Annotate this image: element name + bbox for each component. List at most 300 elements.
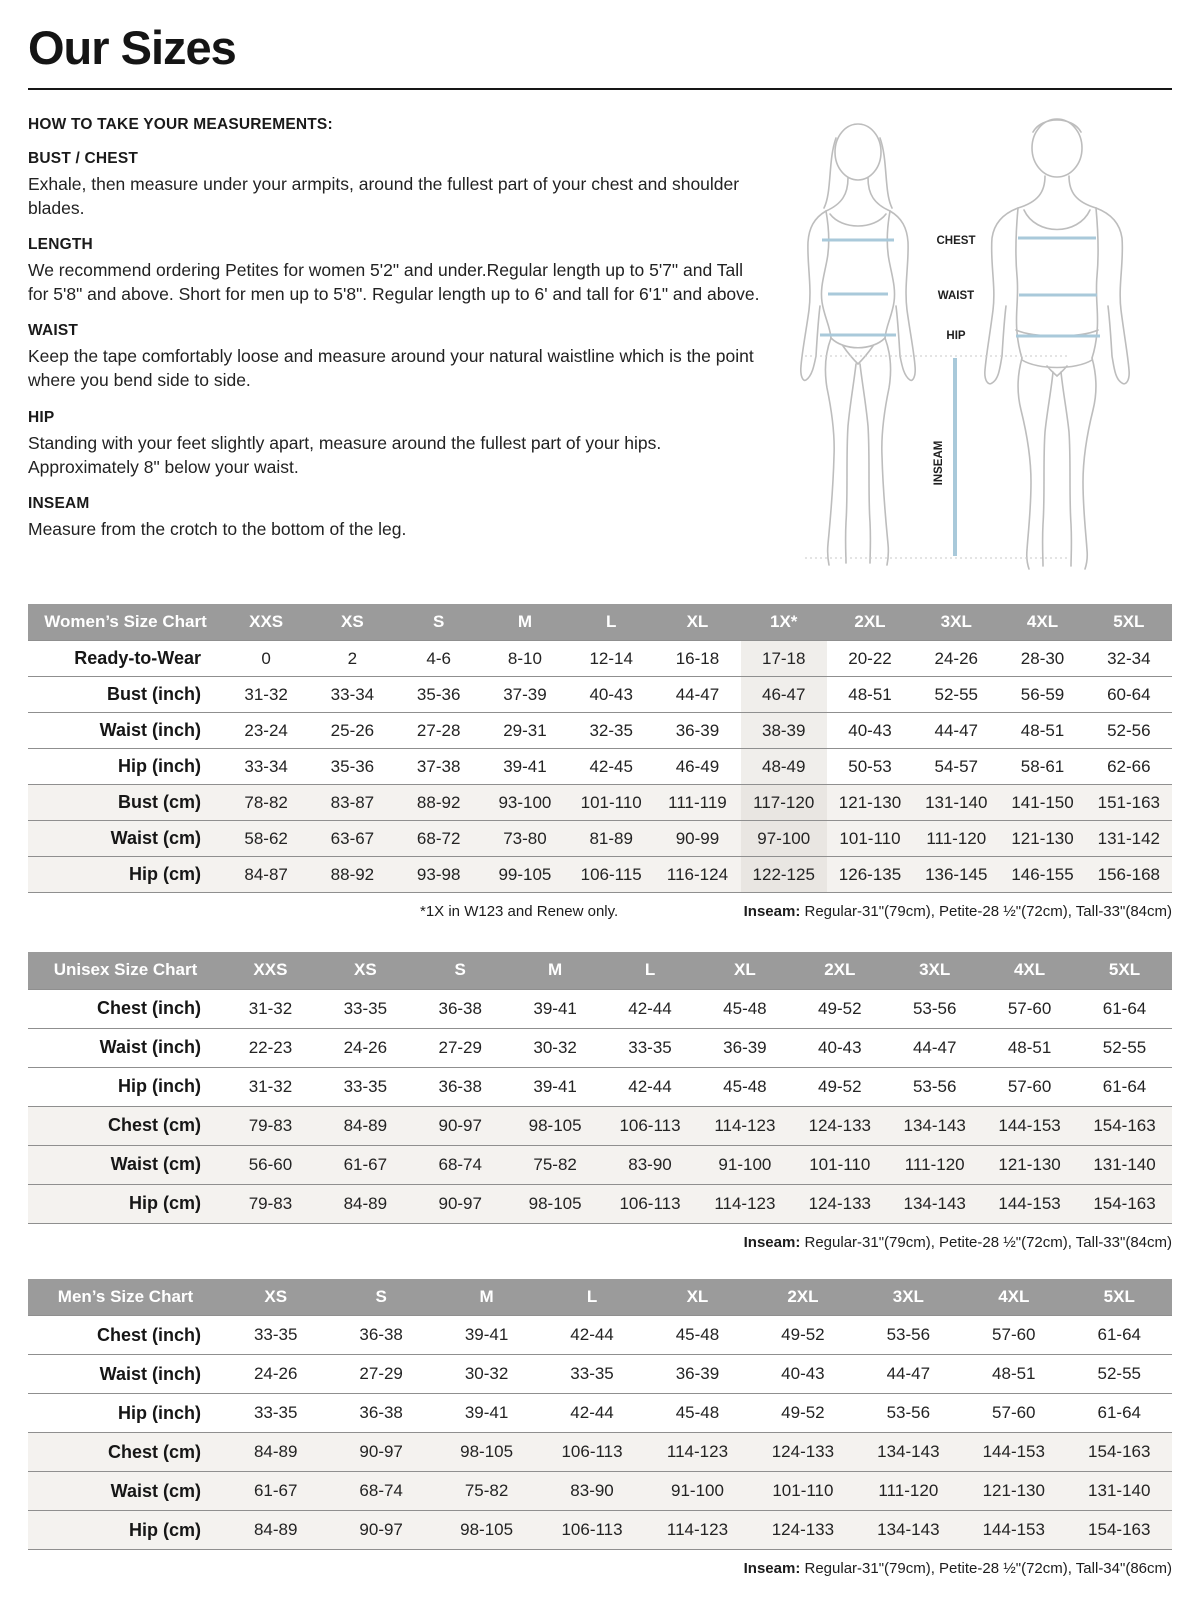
size-column-header: S (396, 604, 482, 641)
female-figure-outline (801, 124, 915, 565)
size-value-cell: 42-44 (603, 989, 698, 1028)
size-value-cell: 37-38 (396, 749, 482, 785)
size-value-cell: 106-115 (568, 857, 654, 893)
size-value-cell: 52-55 (1077, 1028, 1172, 1067)
size-value-cell: 124-133 (750, 1433, 855, 1472)
size-value-cell: 35-36 (396, 677, 482, 713)
size-value-cell: 73-80 (482, 821, 568, 857)
size-value-cell: 90-97 (328, 1511, 433, 1550)
guide-section-waist (28, 322, 770, 392)
table-footnotes (28, 1560, 1172, 1577)
size-value-cell: 114-123 (645, 1433, 750, 1472)
size-value-cell: 144-153 (961, 1511, 1066, 1550)
size-value-cell: 31-32 (223, 989, 318, 1028)
size-value-cell: 101-110 (750, 1472, 855, 1511)
size-value-cell: 106-113 (539, 1511, 644, 1550)
table-row (28, 1472, 1172, 1511)
size-value-cell: 111-120 (913, 821, 999, 857)
row-label-cell: Hip (inch) (28, 749, 223, 785)
table-row (28, 785, 1172, 821)
size-value-cell: 33-35 (223, 1316, 328, 1355)
size-value-cell: 53-56 (856, 1316, 961, 1355)
size-column-header: 1X* (741, 604, 827, 641)
size-value-cell: 97-100 (741, 821, 827, 857)
size-value-cell: 134-143 (856, 1511, 961, 1550)
table-row (28, 1394, 1172, 1433)
size-value-cell: 83-90 (603, 1145, 698, 1184)
size-column-header: XL (645, 1279, 750, 1316)
size-value-cell: 57-60 (961, 1394, 1066, 1433)
size-value-cell: 30-32 (508, 1028, 603, 1067)
size-value-cell: 36-39 (697, 1028, 792, 1067)
table-title-cell: Women’s Size Chart (28, 604, 223, 641)
size-value-cell: 88-92 (309, 857, 395, 893)
size-value-cell: 78-82 (223, 785, 309, 821)
size-column-header: 5XL (1086, 604, 1172, 641)
size-value-cell: 84-87 (223, 857, 309, 893)
size-value-cell: 31-32 (223, 1067, 318, 1106)
inseam-label: INSEAM (933, 440, 945, 486)
size-value-cell: 68-74 (328, 1472, 433, 1511)
size-value-cell: 57-60 (961, 1316, 1066, 1355)
size-column-header: 4XL (982, 952, 1077, 989)
size-value-cell: 35-36 (309, 749, 395, 785)
size-value-cell: 40-43 (568, 677, 654, 713)
size-value-cell: 33-35 (318, 989, 413, 1028)
size-value-cell: 39-41 (482, 749, 568, 785)
male-figure-outline (985, 119, 1129, 569)
size-value-cell: 27-28 (396, 713, 482, 749)
guide-section-title: BUST / CHEST (28, 149, 139, 167)
size-value-cell: 56-60 (223, 1145, 318, 1184)
size-value-cell: 122-125 (741, 857, 827, 893)
page-title: Our Sizes (28, 21, 236, 74)
size-value-cell: 90-97 (413, 1184, 508, 1223)
size-column-header: S (413, 952, 508, 989)
guide-section-body: Measure from the crotch to the bottom of the leg. (28, 518, 407, 539)
size-value-cell: 156-168 (1086, 857, 1172, 893)
size-value-cell: 17-18 (741, 641, 827, 677)
size-value-cell: 90-97 (328, 1433, 433, 1472)
size-value-cell: 154-163 (1067, 1433, 1173, 1472)
guide-section-bust-chest (28, 150, 770, 220)
size-value-cell: 114-123 (645, 1511, 750, 1550)
unisex-size-chart-section (28, 952, 1172, 1251)
size-value-cell: 46-49 (654, 749, 740, 785)
table-row (28, 1028, 1172, 1067)
size-value-cell: 22-23 (223, 1028, 318, 1067)
size-value-cell: 131-140 (913, 785, 999, 821)
size-column-header: L (568, 604, 654, 641)
size-value-cell: 98-105 (508, 1106, 603, 1145)
size-value-cell: 42-44 (603, 1067, 698, 1106)
size-value-cell: 24-26 (913, 641, 999, 677)
size-value-cell: 83-87 (309, 785, 395, 821)
size-value-cell: 31-32 (223, 677, 309, 713)
row-label-cell: Hip (cm) (28, 857, 223, 893)
size-value-cell: 79-83 (223, 1184, 318, 1223)
mens-size-chart (28, 1279, 1172, 1551)
measurement-diagram (770, 108, 1172, 578)
table-row (28, 641, 1172, 677)
size-column-header: XS (309, 604, 395, 641)
size-value-cell: 2 (309, 641, 395, 677)
size-value-cell: 124-133 (750, 1511, 855, 1550)
size-value-cell: 151-163 (1086, 785, 1172, 821)
size-value-cell: 33-35 (223, 1394, 328, 1433)
size-value-cell: 68-72 (396, 821, 482, 857)
row-label-cell: Ready-to-Wear (28, 641, 223, 677)
size-value-cell: 91-100 (645, 1472, 750, 1511)
guide-section-length (28, 236, 770, 306)
size-value-cell: 124-133 (792, 1184, 887, 1223)
header-row (28, 952, 1172, 989)
size-value-cell: 88-92 (396, 785, 482, 821)
size-value-cell: 25-26 (309, 713, 395, 749)
table-row (28, 1316, 1172, 1355)
size-value-cell: 48-49 (741, 749, 827, 785)
size-column-header: L (603, 952, 698, 989)
size-column-header: XS (223, 1279, 328, 1316)
table-row (28, 1433, 1172, 1472)
size-value-cell: 144-153 (982, 1184, 1077, 1223)
size-value-cell: 126-135 (827, 857, 913, 893)
size-value-cell: 121-130 (982, 1145, 1077, 1184)
size-value-cell: 84-89 (223, 1433, 328, 1472)
size-value-cell: 44-47 (654, 677, 740, 713)
table-title-cell: Unisex Size Chart (28, 952, 223, 989)
size-value-cell: 116-124 (654, 857, 740, 893)
size-value-cell: 36-38 (413, 989, 508, 1028)
size-value-cell: 40-43 (827, 713, 913, 749)
size-column-header: 2XL (792, 952, 887, 989)
header-row (28, 1279, 1172, 1316)
table-row (28, 1145, 1172, 1184)
size-column-header: 3XL (887, 952, 982, 989)
size-value-cell: 101-110 (568, 785, 654, 821)
size-value-cell: 27-29 (413, 1028, 508, 1067)
size-value-cell: 32-34 (1086, 641, 1172, 677)
size-value-cell: 49-52 (792, 989, 887, 1028)
row-label-cell: Waist (inch) (28, 1355, 223, 1394)
table-row (28, 1184, 1172, 1223)
size-value-cell: 20-22 (827, 641, 913, 677)
guide-section-title: HIP (28, 408, 55, 426)
row-label-cell: Chest (inch) (28, 1316, 223, 1355)
size-value-cell: 49-52 (750, 1394, 855, 1433)
waist-label: WAIST (937, 289, 975, 302)
size-value-cell: 58-61 (999, 749, 1085, 785)
row-label-cell: Chest (cm) (28, 1106, 223, 1145)
size-column-header: 2XL (827, 604, 913, 641)
size-value-cell: 33-35 (318, 1067, 413, 1106)
size-value-cell: 144-153 (982, 1106, 1077, 1145)
size-column-header: XXS (223, 604, 309, 641)
table-footnote: Inseam: Regular-31"(79cm), Petite-28 ½"(72cm), Tall-33"(84cm) (743, 903, 1172, 921)
size-value-cell: 12-14 (568, 641, 654, 677)
table-row (28, 1106, 1172, 1145)
size-value-cell: 106-113 (539, 1433, 644, 1472)
size-value-cell: 56-59 (999, 677, 1085, 713)
measurements-section (28, 108, 1172, 578)
size-value-cell: 111-120 (887, 1145, 982, 1184)
size-column-header: 4XL (999, 604, 1085, 641)
size-value-cell: 83-90 (539, 1472, 644, 1511)
table-row (28, 1355, 1172, 1394)
size-value-cell: 37-39 (482, 677, 568, 713)
size-value-cell: 141-150 (999, 785, 1085, 821)
size-value-cell: 154-163 (1077, 1106, 1172, 1145)
size-value-cell: 4-6 (396, 641, 482, 677)
size-value-cell: 32-35 (568, 713, 654, 749)
size-value-cell: 27-29 (328, 1355, 433, 1394)
size-value-cell: 79-83 (223, 1106, 318, 1145)
body-measurement-figure (770, 108, 1172, 578)
size-value-cell: 124-133 (792, 1106, 887, 1145)
row-label-cell: Bust (inch) (28, 677, 223, 713)
size-value-cell: 61-64 (1067, 1316, 1173, 1355)
size-value-cell: 144-153 (961, 1433, 1066, 1472)
table-footnotes (28, 903, 1172, 920)
size-value-cell: 39-41 (434, 1316, 539, 1355)
size-value-cell: 49-52 (750, 1316, 855, 1355)
table-row (28, 989, 1172, 1028)
table-row (28, 749, 1172, 785)
size-value-cell: 40-43 (792, 1028, 887, 1067)
guide-section-body: We recommend ordering Petites for women 5'2" and under.Regular length up to 5'7" and Tall for 5'8" and above. Short for men up to 5'8". Regular length up to 6' and tall for 6'1" and above. (28, 259, 760, 305)
size-value-cell: 93-100 (482, 785, 568, 821)
size-value-cell: 106-113 (603, 1184, 698, 1223)
size-value-cell: 134-143 (887, 1106, 982, 1145)
row-label-cell: Chest (inch) (28, 989, 223, 1028)
size-value-cell: 39-41 (434, 1394, 539, 1433)
row-label-cell: Chest (cm) (28, 1433, 223, 1472)
size-value-cell: 101-110 (827, 821, 913, 857)
size-value-cell: 75-82 (508, 1145, 603, 1184)
size-column-header: 2XL (750, 1279, 855, 1316)
size-value-cell: 136-145 (913, 857, 999, 893)
size-value-cell: 38-39 (741, 713, 827, 749)
size-column-header: M (508, 952, 603, 989)
size-value-cell: 52-55 (1067, 1355, 1173, 1394)
size-column-header: 5XL (1067, 1279, 1173, 1316)
guide-heading: HOW TO TAKE YOUR MEASUREMENTS: (28, 115, 333, 133)
womens-size-chart (28, 604, 1172, 894)
size-value-cell: 84-89 (318, 1184, 413, 1223)
size-value-cell: 53-56 (887, 989, 982, 1028)
size-column-header: L (539, 1279, 644, 1316)
table-footnote: Inseam: Regular-31"(79cm), Petite-28 ½"(72cm), Tall-34"(86cm) (743, 1560, 1172, 1578)
row-label-cell: Waist (cm) (28, 1145, 223, 1184)
size-value-cell: 49-52 (792, 1067, 887, 1106)
size-value-cell: 84-89 (318, 1106, 413, 1145)
size-value-cell: 68-74 (413, 1145, 508, 1184)
size-value-cell: 33-34 (223, 749, 309, 785)
size-value-cell: 39-41 (508, 1067, 603, 1106)
size-value-cell: 24-26 (223, 1355, 328, 1394)
chest-label: CHEST (936, 234, 976, 247)
size-value-cell: 121-130 (999, 821, 1085, 857)
size-value-cell: 48-51 (982, 1028, 1077, 1067)
size-value-cell: 45-48 (697, 1067, 792, 1106)
size-value-cell: 114-123 (697, 1184, 792, 1223)
size-value-cell: 121-130 (961, 1472, 1066, 1511)
size-value-cell: 134-143 (887, 1184, 982, 1223)
table-row (28, 677, 1172, 713)
table-row (28, 857, 1172, 893)
size-value-cell: 53-56 (856, 1394, 961, 1433)
guide-section-body: Keep the tape comfortably loose and measure around your natural waistline which is the point where you bend side to side. (28, 346, 754, 391)
guide-section-inseam (28, 495, 770, 541)
size-value-cell: 30-32 (434, 1355, 539, 1394)
measurement-instructions (28, 108, 770, 557)
womens-size-chart-section (28, 604, 1172, 921)
size-value-cell: 33-35 (603, 1028, 698, 1067)
size-value-cell: 36-39 (654, 713, 740, 749)
size-value-cell: 61-67 (318, 1145, 413, 1184)
size-value-cell: 48-51 (961, 1355, 1066, 1394)
size-value-cell: 90-99 (654, 821, 740, 857)
size-value-cell: 121-130 (827, 785, 913, 821)
guide-section-body: Standing with your feet slightly apart, measure around the fullest part of your hips. Approximately 8" below your waist. (28, 432, 662, 477)
size-value-cell: 61-64 (1067, 1394, 1173, 1433)
size-value-cell: 44-47 (856, 1355, 961, 1394)
size-value-cell: 154-163 (1067, 1511, 1173, 1550)
size-value-cell: 61-67 (223, 1472, 328, 1511)
hip-label: HIP (946, 329, 966, 342)
row-label-cell: Waist (inch) (28, 1028, 223, 1067)
guide-section-title: INSEAM (28, 494, 90, 512)
size-value-cell: 111-119 (654, 785, 740, 821)
size-column-header: S (328, 1279, 433, 1316)
size-value-cell: 23-24 (223, 713, 309, 749)
size-value-cell: 52-56 (1086, 713, 1172, 749)
size-value-cell: 39-41 (508, 989, 603, 1028)
size-value-cell: 36-38 (328, 1394, 433, 1433)
size-value-cell: 45-48 (697, 989, 792, 1028)
size-value-cell: 29-31 (482, 713, 568, 749)
size-column-header: 4XL (961, 1279, 1066, 1316)
size-value-cell: 114-123 (697, 1106, 792, 1145)
size-value-cell: 54-57 (913, 749, 999, 785)
table-row (28, 713, 1172, 749)
table-row (28, 821, 1172, 857)
size-value-cell: 98-105 (434, 1511, 539, 1550)
size-value-cell: 61-64 (1077, 989, 1172, 1028)
size-value-cell: 84-89 (223, 1511, 328, 1550)
table-footnote: *1X in W123 and Renew only. (420, 903, 619, 921)
size-value-cell: 81-89 (568, 821, 654, 857)
size-column-header: XS (318, 952, 413, 989)
size-value-cell: 52-55 (913, 677, 999, 713)
size-value-cell: 36-38 (328, 1316, 433, 1355)
table-title-cell: Men’s Size Chart (28, 1279, 223, 1316)
size-column-header: M (482, 604, 568, 641)
size-value-cell: 16-18 (654, 641, 740, 677)
size-value-cell: 8-10 (482, 641, 568, 677)
guide-section-body: Exhale, then measure under your armpits, around the fullest part of your chest and shoulder blades. (28, 173, 740, 218)
size-value-cell: 40-43 (750, 1355, 855, 1394)
footnote-label: Inseam: (743, 1233, 801, 1251)
size-value-cell: 117-120 (741, 785, 827, 821)
size-value-cell: 24-26 (318, 1028, 413, 1067)
size-value-cell: 57-60 (982, 989, 1077, 1028)
size-value-cell: 101-110 (792, 1145, 887, 1184)
size-value-cell: 36-39 (645, 1355, 750, 1394)
size-value-cell: 106-113 (603, 1106, 698, 1145)
size-value-cell: 53-56 (887, 1067, 982, 1106)
size-value-cell: 111-120 (856, 1472, 961, 1511)
size-column-header: 3XL (856, 1279, 961, 1316)
row-label-cell: Waist (cm) (28, 821, 223, 857)
size-value-cell: 131-142 (1086, 821, 1172, 857)
row-label-cell: Waist (cm) (28, 1472, 223, 1511)
guide-section-hip (28, 409, 770, 479)
size-value-cell: 45-48 (645, 1394, 750, 1433)
footnote-label: Inseam: (743, 903, 801, 921)
size-value-cell: 42-44 (539, 1394, 644, 1433)
size-value-cell: 134-143 (856, 1433, 961, 1472)
size-value-cell: 50-53 (827, 749, 913, 785)
size-value-cell: 62-66 (1086, 749, 1172, 785)
row-label-cell: Hip (cm) (28, 1511, 223, 1550)
row-label-cell: Waist (inch) (28, 713, 223, 749)
size-value-cell: 36-38 (413, 1067, 508, 1106)
guide-section-title: WAIST (28, 322, 79, 340)
row-label-cell: Bust (cm) (28, 785, 223, 821)
size-column-header: XL (697, 952, 792, 989)
size-column-header: XXS (223, 952, 318, 989)
size-value-cell: 93-98 (396, 857, 482, 893)
size-value-cell: 48-51 (999, 713, 1085, 749)
size-column-header: 3XL (913, 604, 999, 641)
footnote-label: Inseam: (743, 1560, 801, 1578)
size-value-cell: 146-155 (999, 857, 1085, 893)
size-value-cell: 57-60 (982, 1067, 1077, 1106)
size-value-cell: 131-140 (1067, 1472, 1173, 1511)
size-value-cell: 45-48 (645, 1316, 750, 1355)
size-value-cell: 28-30 (999, 641, 1085, 677)
size-value-cell: 48-51 (827, 677, 913, 713)
row-label-cell: Hip (inch) (28, 1394, 223, 1433)
size-value-cell: 90-97 (413, 1106, 508, 1145)
title-divider (28, 88, 1172, 90)
size-value-cell: 46-47 (741, 677, 827, 713)
header-row (28, 604, 1172, 641)
size-column-header: XL (654, 604, 740, 641)
guide-section-title: LENGTH (28, 235, 93, 253)
size-column-header: M (434, 1279, 539, 1316)
size-value-cell: 99-105 (482, 857, 568, 893)
size-value-cell: 131-140 (1077, 1145, 1172, 1184)
table-row (28, 1067, 1172, 1106)
size-value-cell: 98-105 (508, 1184, 603, 1223)
size-value-cell: 63-67 (309, 821, 395, 857)
size-value-cell: 154-163 (1077, 1184, 1172, 1223)
size-value-cell: 42-44 (539, 1316, 644, 1355)
table-row (28, 1511, 1172, 1550)
row-label-cell: Hip (inch) (28, 1067, 223, 1106)
size-value-cell: 75-82 (434, 1472, 539, 1511)
size-value-cell: 42-45 (568, 749, 654, 785)
size-value-cell: 44-47 (913, 713, 999, 749)
table-footnotes (28, 1234, 1172, 1251)
table-footnote: Inseam: Regular-31"(79cm), Petite-28 ½"(72cm), Tall-33"(84cm) (743, 1233, 1172, 1251)
size-value-cell: 60-64 (1086, 677, 1172, 713)
mens-size-chart-section (28, 1279, 1172, 1578)
size-value-cell: 0 (223, 641, 309, 677)
size-value-cell: 58-62 (223, 821, 309, 857)
